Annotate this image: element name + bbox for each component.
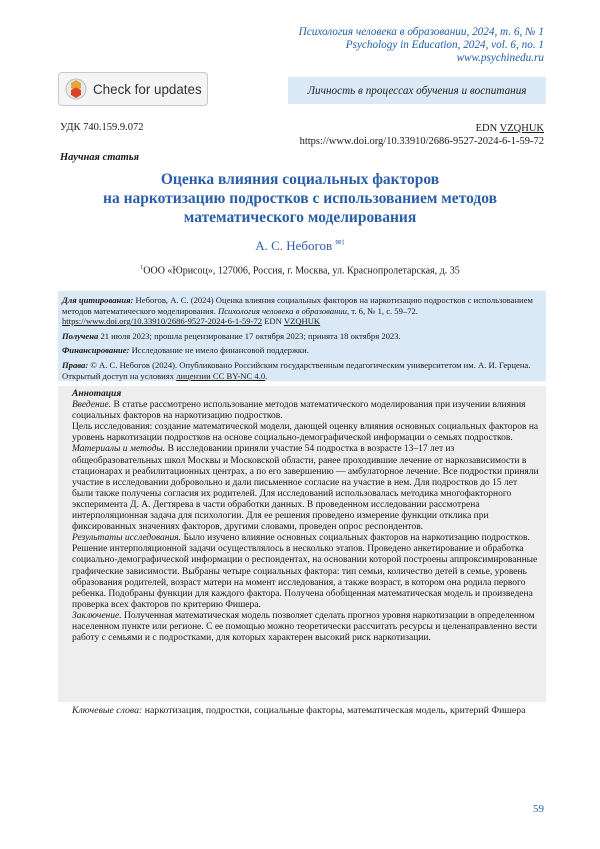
citation-journal: Психология человека в образовании,	[218, 305, 350, 316]
received-entry	[62, 331, 542, 342]
abstract-conclusion	[72, 611, 540, 644]
citation-label: Для цитирования:	[62, 295, 134, 305]
title-line-1: Оценка влияния социальных факторов	[160, 171, 440, 188]
citation-edn-prefix: EDN	[264, 316, 282, 327]
affiliation-text: ООО «Юрисоц», 127006, Россия, г. Москва, ул. Краснопролетарская, д. 35	[143, 265, 460, 277]
journal-website[interactable]: www.psychinedu.ru	[456, 52, 544, 64]
article-type: Научная статья	[60, 152, 140, 163]
received-label: Получена	[62, 330, 99, 341]
section-heading: Личность в процессах обучения и воспитания	[288, 77, 546, 104]
rights-text: © А. С. Небогов (2024). Опубликовано Российским государственным педагогическим университетом им. А. И. Герцена. Открытый доступ на условиях	[62, 359, 531, 381]
keywords-label: Ключевые слова:	[72, 705, 143, 716]
check-for-updates-label: Check for updates	[93, 81, 202, 97]
methods-label: Материалы и методы.	[72, 444, 166, 455]
citation-doi-link[interactable]: https://www.doi.org/10.33910/2686-9527-2024-6-1-59-72	[62, 316, 263, 327]
page-number: 59	[533, 803, 544, 815]
journal-title-en: Psychology in Education, 2024, vol. 6, no. 1	[345, 39, 544, 51]
journal-title-ru: Психология человека в образовании, 2024, т. 6, № 1	[298, 26, 544, 38]
article-title	[40, 170, 560, 227]
doi-link[interactable]: https://www.doi.org/10.33910/2686-9527-2024-6-1-59-72	[299, 136, 544, 147]
abstract-heading: Аннотация	[72, 389, 122, 399]
introduction-label: Введение.	[72, 400, 112, 411]
citation-tail: т. 6, № 1, с. 59–72.	[351, 305, 418, 316]
edn-link[interactable]: VZQHUK	[499, 123, 544, 134]
conclusion-text: Полученная математическая модель позволяет сделать прогноз уровня наркотизации в определенном населенном пункте или регионе. С ее помощью можно теоретически рассчитать ресурсы и целенаправленно вести работу с семьями и с подростками, для которых характерен высокий риск наркотизации.	[72, 610, 538, 644]
results-text: Было изучено влияние основных социальных факторов на наркотизацию подростков. Решение интерполяционной задачи осуществлялось в несколько этапов. Проведено анкетирование и обработка социально-демографической информации о респондентах, на основании которой построены аппроксимированные графические зависимости. Выбраны четыре социальных фактора: тип семьи, количество детей в семье, уровень образования родителей, возраст матери на момент исследования, а также возраст, в котором она родила первого ребенка. Подобраны функции для каждого фактора. Получена обобщенная математическая модель и произведена проверка всех факторов по критерию Фишера.	[72, 533, 538, 610]
abstract-goal: Цель исследования: создание математической модели, дающей оценку влияния основных социальных факторов на уровень наркотизации подростков на основе социально-демографической информации о семьях подростков.	[72, 422, 539, 444]
funding-label: Финансирование:	[62, 345, 130, 356]
edn-block	[300, 122, 544, 148]
keywords	[72, 705, 542, 717]
author-name: А. С. Небогов	[255, 238, 333, 253]
author-line	[0, 238, 600, 254]
citation-entry	[62, 295, 542, 327]
author-email-mark[interactable]: ✉1	[335, 238, 345, 247]
funding-entry	[62, 345, 542, 356]
received-text: 21 июля 2023; прошла рецензирование 17 октября 2023; принята 18 октября 2023.	[100, 330, 401, 341]
introduction-text: В статье рассмотрено использование методов математического моделирования при изучении влияния социальных факторов на наркотизацию подростков.	[72, 400, 526, 422]
citation-edn-link[interactable]: VZQHUK	[283, 316, 321, 327]
conclusion-label: Заключение.	[72, 610, 122, 621]
edn-prefix: EDN	[475, 123, 498, 134]
abstract-introduction	[72, 400, 540, 422]
keywords-text: наркотизация, подростки, социальные факторы, математическая модель, критерий Фишера	[144, 705, 526, 716]
udc-code: УДК 740.159.9.072	[60, 122, 144, 133]
rights-entry	[62, 360, 542, 381]
abstract-box	[58, 386, 546, 702]
title-line-3: математического моделирования	[183, 209, 417, 226]
methods-text: В исследовании приняли участие 54 подростка в возрасте 13–17 лет из общеобразовательных школ Москвы и Московской области, ранее проходившие лечение от наркозависимости в стационарах и реабилитационных центрах, а по его завершению — амбулаторное лечение. Все подростки приняли участие в исследовании добровольно и дали письменное согласие на участие в нем. Для подростков до 15 лет были также получены согласия их родителей. Для исследований использовалась методика многофакторного эксперимента Д. А. Дегтярева в части обработки данных. В проведенном исследовании рассмотрена интерполяционная задача для психологии. Для ее решения проведено измерение функции отклика при фиксированных значениях факторов, другими словами, проведен опрос респондентов.	[72, 444, 539, 533]
rights-end: .	[265, 370, 268, 381]
abstract-results	[72, 533, 540, 611]
funding-text: Исследование не имело финансовой поддержки.	[131, 345, 309, 356]
abstract-methods	[72, 444, 540, 533]
results-label: Результаты исследования.	[72, 533, 182, 544]
citation-box	[58, 291, 546, 381]
license-link[interactable]: лицензии CC BY-NC 4.0	[176, 370, 266, 381]
rights-label: Права:	[62, 359, 89, 370]
citation-text: Небогов, А. С. (2024) Оценка влияния социальных факторов на наркотизацию подростков с использованием методов математического моделирования.	[62, 295, 533, 316]
affiliation-mark: 1	[140, 265, 144, 271]
title-line-2: на наркотизацию подростков с использованием методов	[103, 190, 497, 207]
journal-header	[299, 26, 544, 65]
affiliation	[0, 265, 600, 276]
check-for-updates-button[interactable]	[58, 72, 208, 106]
crossmark-icon	[65, 78, 87, 100]
